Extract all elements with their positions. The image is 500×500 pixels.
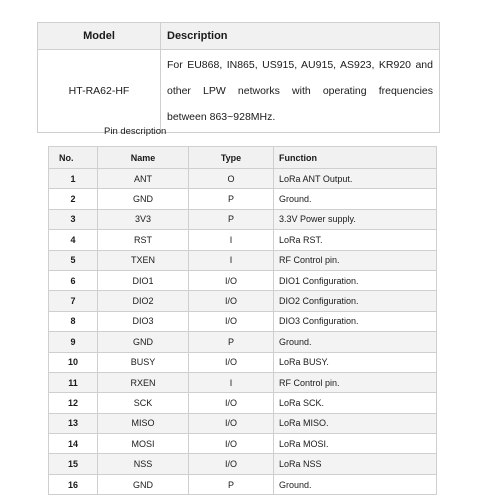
pin-type: P xyxy=(189,332,274,352)
model-table xyxy=(37,22,440,133)
table-row xyxy=(49,270,437,290)
pin-type: I/O xyxy=(189,434,274,454)
table-row xyxy=(49,189,437,209)
pin-number: 8 xyxy=(49,311,98,331)
pin-number: 10 xyxy=(49,352,98,372)
pin-function: LoRa BUSY. xyxy=(274,352,437,372)
pin-function: DIO2 Configuration. xyxy=(274,291,437,311)
table-row xyxy=(49,454,437,474)
pin-name: TXEN xyxy=(98,250,189,270)
pin-table-body xyxy=(49,169,437,495)
table-row xyxy=(49,250,437,270)
pin-type: I xyxy=(189,372,274,392)
pin-function: RF Control pin. xyxy=(274,372,437,392)
table-row xyxy=(49,474,437,494)
table-row xyxy=(49,352,437,372)
table-row xyxy=(49,372,437,392)
pin-type: I/O xyxy=(189,270,274,290)
pin-function: LoRa ANT Output. xyxy=(274,169,437,189)
pin-function: 3.3V Power supply. xyxy=(274,209,437,229)
table-row xyxy=(49,230,437,250)
table-row xyxy=(49,434,437,454)
table-row xyxy=(49,332,437,352)
pin-name: GND xyxy=(98,474,189,494)
pin-name: MOSI xyxy=(98,434,189,454)
pin-number: 4 xyxy=(49,230,98,250)
pin-table xyxy=(48,146,437,495)
pin-number: 6 xyxy=(49,270,98,290)
model-name: HT-RA62-HF xyxy=(38,50,161,133)
table-row xyxy=(49,413,437,433)
pin-type: I/O xyxy=(189,413,274,433)
pin-number: 15 xyxy=(49,454,98,474)
table-row xyxy=(49,393,437,413)
pin-name: RXEN xyxy=(98,372,189,392)
pin-number: 3 xyxy=(49,209,98,229)
pin-name: SCK xyxy=(98,393,189,413)
pin-name: DIO3 xyxy=(98,311,189,331)
pin-function: Ground. xyxy=(274,332,437,352)
pin-number: 7 xyxy=(49,291,98,311)
pin-type: O xyxy=(189,169,274,189)
pin-type: P xyxy=(189,209,274,229)
pin-number: 2 xyxy=(49,189,98,209)
table-row xyxy=(49,311,437,331)
model-table-header-row xyxy=(38,23,440,50)
pin-name: ANT xyxy=(98,169,189,189)
pin-name: MISO xyxy=(98,413,189,433)
pin-name: DIO2 xyxy=(98,291,189,311)
description-header: Description xyxy=(161,23,440,50)
pin-type: I/O xyxy=(189,454,274,474)
pin-function: LoRa SCK. xyxy=(274,393,437,413)
pin-name: RST xyxy=(98,230,189,250)
pin-type: I xyxy=(189,250,274,270)
pin-function: RF Control pin. xyxy=(274,250,437,270)
pin-description-caption: Pin description xyxy=(104,126,167,137)
pin-number: 13 xyxy=(49,413,98,433)
pin-number: 16 xyxy=(49,474,98,494)
description-line: other LPW networks with operating frequencies xyxy=(167,85,433,97)
pin-name: GND xyxy=(98,189,189,209)
pin-type: P xyxy=(189,474,274,494)
pin-function: DIO3 Configuration. xyxy=(274,311,437,331)
pin-number: 5 xyxy=(49,250,98,270)
pin-function: LoRa RST. xyxy=(274,230,437,250)
header-name: Name xyxy=(98,147,189,169)
pin-number: 14 xyxy=(49,434,98,454)
pin-type: I/O xyxy=(189,393,274,413)
pin-table-header-row xyxy=(49,147,437,169)
pin-type: I xyxy=(189,230,274,250)
pin-name: NSS xyxy=(98,454,189,474)
pin-name: BUSY xyxy=(98,352,189,372)
pin-name: DIO1 xyxy=(98,270,189,290)
pin-function: Ground. xyxy=(274,189,437,209)
pin-name: GND xyxy=(98,332,189,352)
description-line: between 863~928MHz. xyxy=(167,111,276,123)
model-description xyxy=(161,50,440,133)
pin-type: I/O xyxy=(189,311,274,331)
table-row xyxy=(49,169,437,189)
pin-function: LoRa MOSI. xyxy=(274,434,437,454)
pin-name: 3V3 xyxy=(98,209,189,229)
header-type: Type xyxy=(189,147,274,169)
pin-function: Ground. xyxy=(274,474,437,494)
pin-number: 9 xyxy=(49,332,98,352)
pin-type: I/O xyxy=(189,352,274,372)
pin-function: DIO1 Configuration. xyxy=(274,270,437,290)
header-function: Function xyxy=(274,147,437,169)
model-row xyxy=(38,50,440,133)
description-line: For EU868, IN865, US915, AU915, AS923, KR920 and xyxy=(167,59,433,71)
pin-type: I/O xyxy=(189,291,274,311)
pin-type: P xyxy=(189,189,274,209)
model-header: Model xyxy=(38,23,161,50)
pin-function: LoRa NSS xyxy=(274,454,437,474)
table-row xyxy=(49,291,437,311)
pin-number: 1 xyxy=(49,169,98,189)
pin-number: 12 xyxy=(49,393,98,413)
pin-number: 11 xyxy=(49,372,98,392)
header-no: No. xyxy=(49,147,98,169)
table-row xyxy=(49,209,437,229)
pin-function: LoRa MISO. xyxy=(274,413,437,433)
